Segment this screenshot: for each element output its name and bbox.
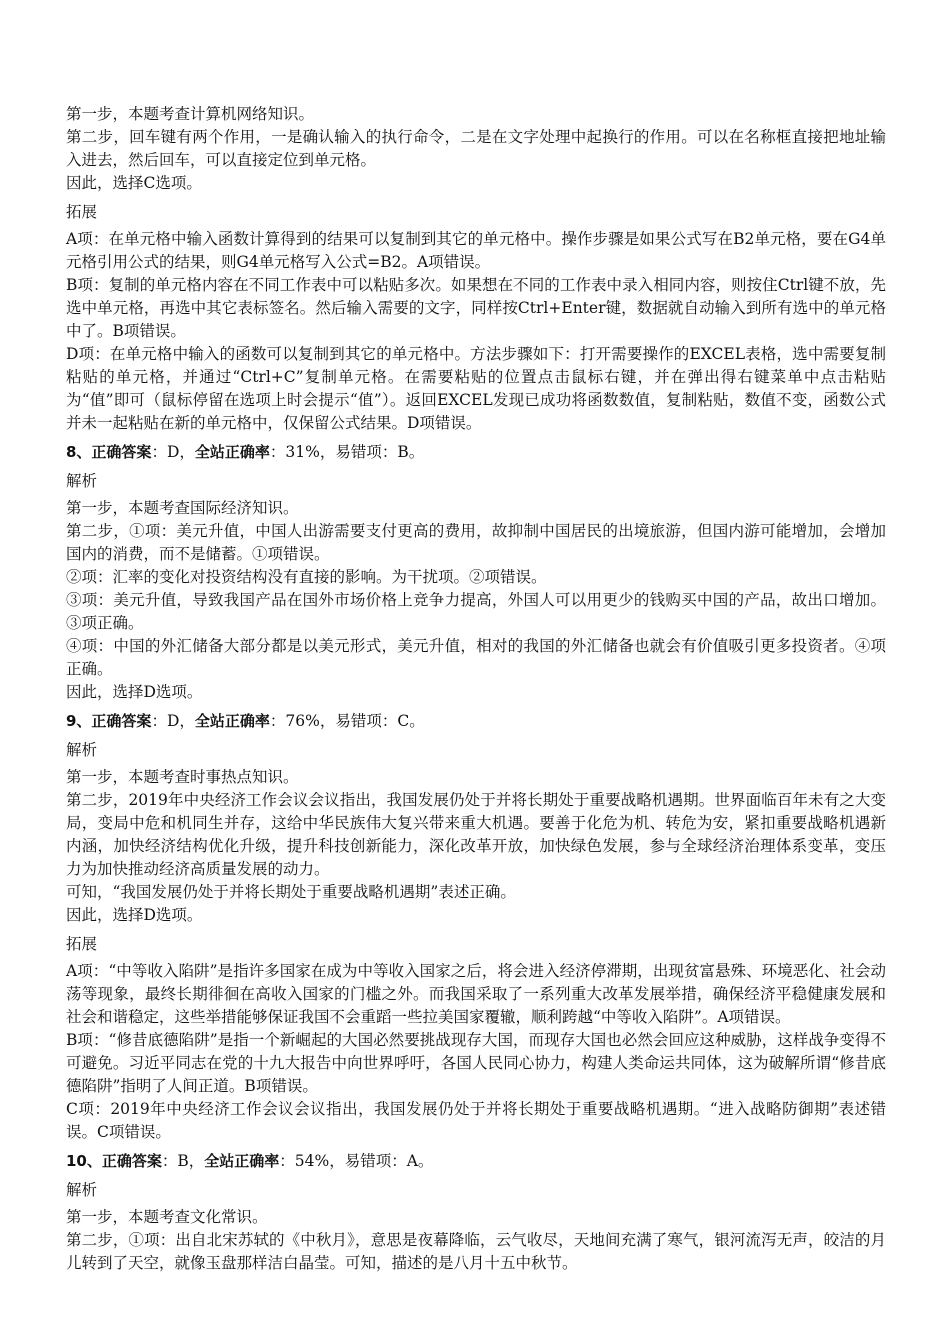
conclusion: 因此，选择D选项。 bbox=[66, 906, 203, 924]
item-2: ②项：汇率的变化对投资结构没有直接的影响。为干扰项。②项错误。 bbox=[66, 568, 547, 586]
conclusion: 因此，选择C选项。 bbox=[66, 174, 202, 192]
step-2: 第二步，①项：美元升值，中国人出游需要支付更高的费用，故抑制中国居民的出境旅游，但国内游可能增加，会增加国内的消费，而不是储蓄。①项错误。 bbox=[66, 522, 886, 563]
answer-value: ：D， bbox=[151, 443, 195, 461]
extension-b: B项：复制的单元格内容在不同工作表中可以粘贴多次。如果想在不同的工作表中录入相同内容，则按住Ctrl键不放，先选中单元格，再选中其它表标签名。然后输入需要的文字，同样按Ctrl+Enter键，数据就自动输入到所有选中的单元格中了。B项错误。 bbox=[66, 276, 886, 340]
analysis-label: 解析 bbox=[66, 1181, 98, 1199]
question-8-block bbox=[66, 441, 886, 704]
answer-value: ：B， bbox=[161, 1152, 205, 1170]
step-2: 第二步，①项：出自北宋苏轼的《中秋月》，意思是夜幕降临，云气收尽，天地间充满了寒气，银河流泻无声，皎洁的月儿转到了天空，就像玉盘那样洁白晶莹。可知，描述的是八月十五中秋节。 bbox=[66, 1231, 886, 1272]
item-4: ④项：中国的外汇储备大部分都是以美元形式，美元升值，相对的我国的外汇储备也就会有价值吸引更多投资者。④项正确。 bbox=[66, 637, 886, 678]
prev-question-block bbox=[66, 103, 886, 435]
rate-value: ：31%，易错项：B。 bbox=[269, 443, 425, 461]
step-1: 第一步，本题考查文化常识。 bbox=[66, 1208, 268, 1226]
rate-label: 全站正确率 bbox=[204, 1152, 280, 1170]
extension-d: D项：在单元格中输入的函数可以复制到其它的单元格中。方法步骤如下：打开需要操作的EXCEL表格，选中需要复制粘贴的单元格，并通过“Ctrl+C”复制单元格。在需要粘贴的位置点击鼠标右键，并在弹出得右键菜单中点击粘贴为“值”即可（鼠标停留在选项上时会提示“值”）。返回EXCEL发现已成功将函数数值，复制粘贴，数值不变，函数公式并未一起粘贴在新的单元格中，仅保留公式结果。D项错误。 bbox=[66, 345, 886, 432]
question-9-block bbox=[66, 710, 886, 1144]
item-3: ③项：美元升值，导致我国产品在国外市场价格上竞争力提高，外国人可以用更少的钱购买中国的产品，故出口增加。③项正确。 bbox=[66, 591, 886, 632]
inference: 可知，“我国发展仍处于并将长期处于重要战略机遇期”表述正确。 bbox=[66, 883, 516, 901]
rate-label: 全站正确率 bbox=[194, 712, 270, 730]
extension-a: A项：在单元格中输入函数计算得到的结果可以复制到其它的单元格中。操作步骤是如果公式写在B2单元格，要在G4单元格引用公式的结果，则G4单元格写入公式=B2。A项错误。 bbox=[66, 230, 886, 271]
rate-label: 全站正确率 bbox=[194, 443, 270, 461]
step-2: 第二步，2019年中央经济工作会议会议指出，我国发展仍处于并将长期处于重要战略机遇期。世界面临百年未有之大变局，变局中危和机同生并存，这给中华民族伟大复兴带来重大机遇。要善于化危为机、转危为安，紧扣重要战略机遇新内涵，加快经济结构优化升级，提升科技创新能力，深化改革开放，加快绿色发展，参与全球经济治理体系变革，变压力为加快推动经济高质量发展的动力。 bbox=[66, 791, 886, 878]
question-8-heading bbox=[66, 441, 886, 464]
step-2: 第二步，回车键有两个作用，一是确认输入的执行命令，二是在文字处理中起换行的作用。可以在名称框直接把地址输入进去，然后回车，可以直接定位到单元格。 bbox=[66, 128, 886, 169]
extension-b: B项：“修昔底德陷阱”是指一个新崛起的大国必然要挑战现存大国，而现存大国也必然会回应这种威胁，这样战争变得不可避免。习近平同志在党的十九大报告中向世界呼吁，各国人民同心协力，构建人类命运共同体，这为破解所谓“修昔底德陷阱”指明了人间正道。B项错误。 bbox=[66, 1031, 886, 1095]
question-9-heading bbox=[66, 710, 886, 733]
extension-label: 拓展 bbox=[66, 935, 98, 953]
analysis-label: 解析 bbox=[66, 472, 98, 490]
question-10-heading bbox=[66, 1150, 886, 1173]
step-1: 第一步，本题考查国际经济知识。 bbox=[66, 499, 299, 517]
document-page bbox=[66, 103, 886, 1275]
step-1: 第一步，本题考查计算机网络知识。 bbox=[66, 105, 315, 123]
question-10-block bbox=[66, 1150, 886, 1275]
extension-label: 拓展 bbox=[66, 203, 98, 221]
answer-label: 8、正确答案 bbox=[66, 443, 152, 461]
analysis-label: 解析 bbox=[66, 741, 98, 759]
step-1: 第一步，本题考查时事热点知识。 bbox=[66, 768, 299, 786]
extension-c: C项：2019年中央经济工作会议会议指出，我国发展仍处于并将长期处于重要战略机遇期。“进入战略防御期”表述错误。C项错误。 bbox=[66, 1100, 886, 1141]
conclusion: 因此，选择D选项。 bbox=[66, 683, 203, 701]
rate-value: ：54%，易错项：A。 bbox=[279, 1152, 434, 1170]
answer-value: ：D， bbox=[151, 712, 195, 730]
answer-label: 9、正确答案 bbox=[66, 712, 152, 730]
answer-label: 10、正确答案 bbox=[66, 1152, 162, 1170]
rate-value: ：76%，易错项：C。 bbox=[269, 712, 425, 730]
extension-a: A项：“中等收入陷阱”是指许多国家在成为中等收入国家之后，将会进入经济停滞期，出现贫富悬殊、环境恶化、社会动荡等现象，最终长期徘徊在高收入国家的门槛之外。而我国采取了一系列重大改革发展举措，确保经济平稳健康发展和社会和谐稳定，这些举措能够保证我国不会重蹈一些拉美国家覆辙，顺利跨越“中等收入陷阱”。A项错误。 bbox=[66, 962, 886, 1026]
